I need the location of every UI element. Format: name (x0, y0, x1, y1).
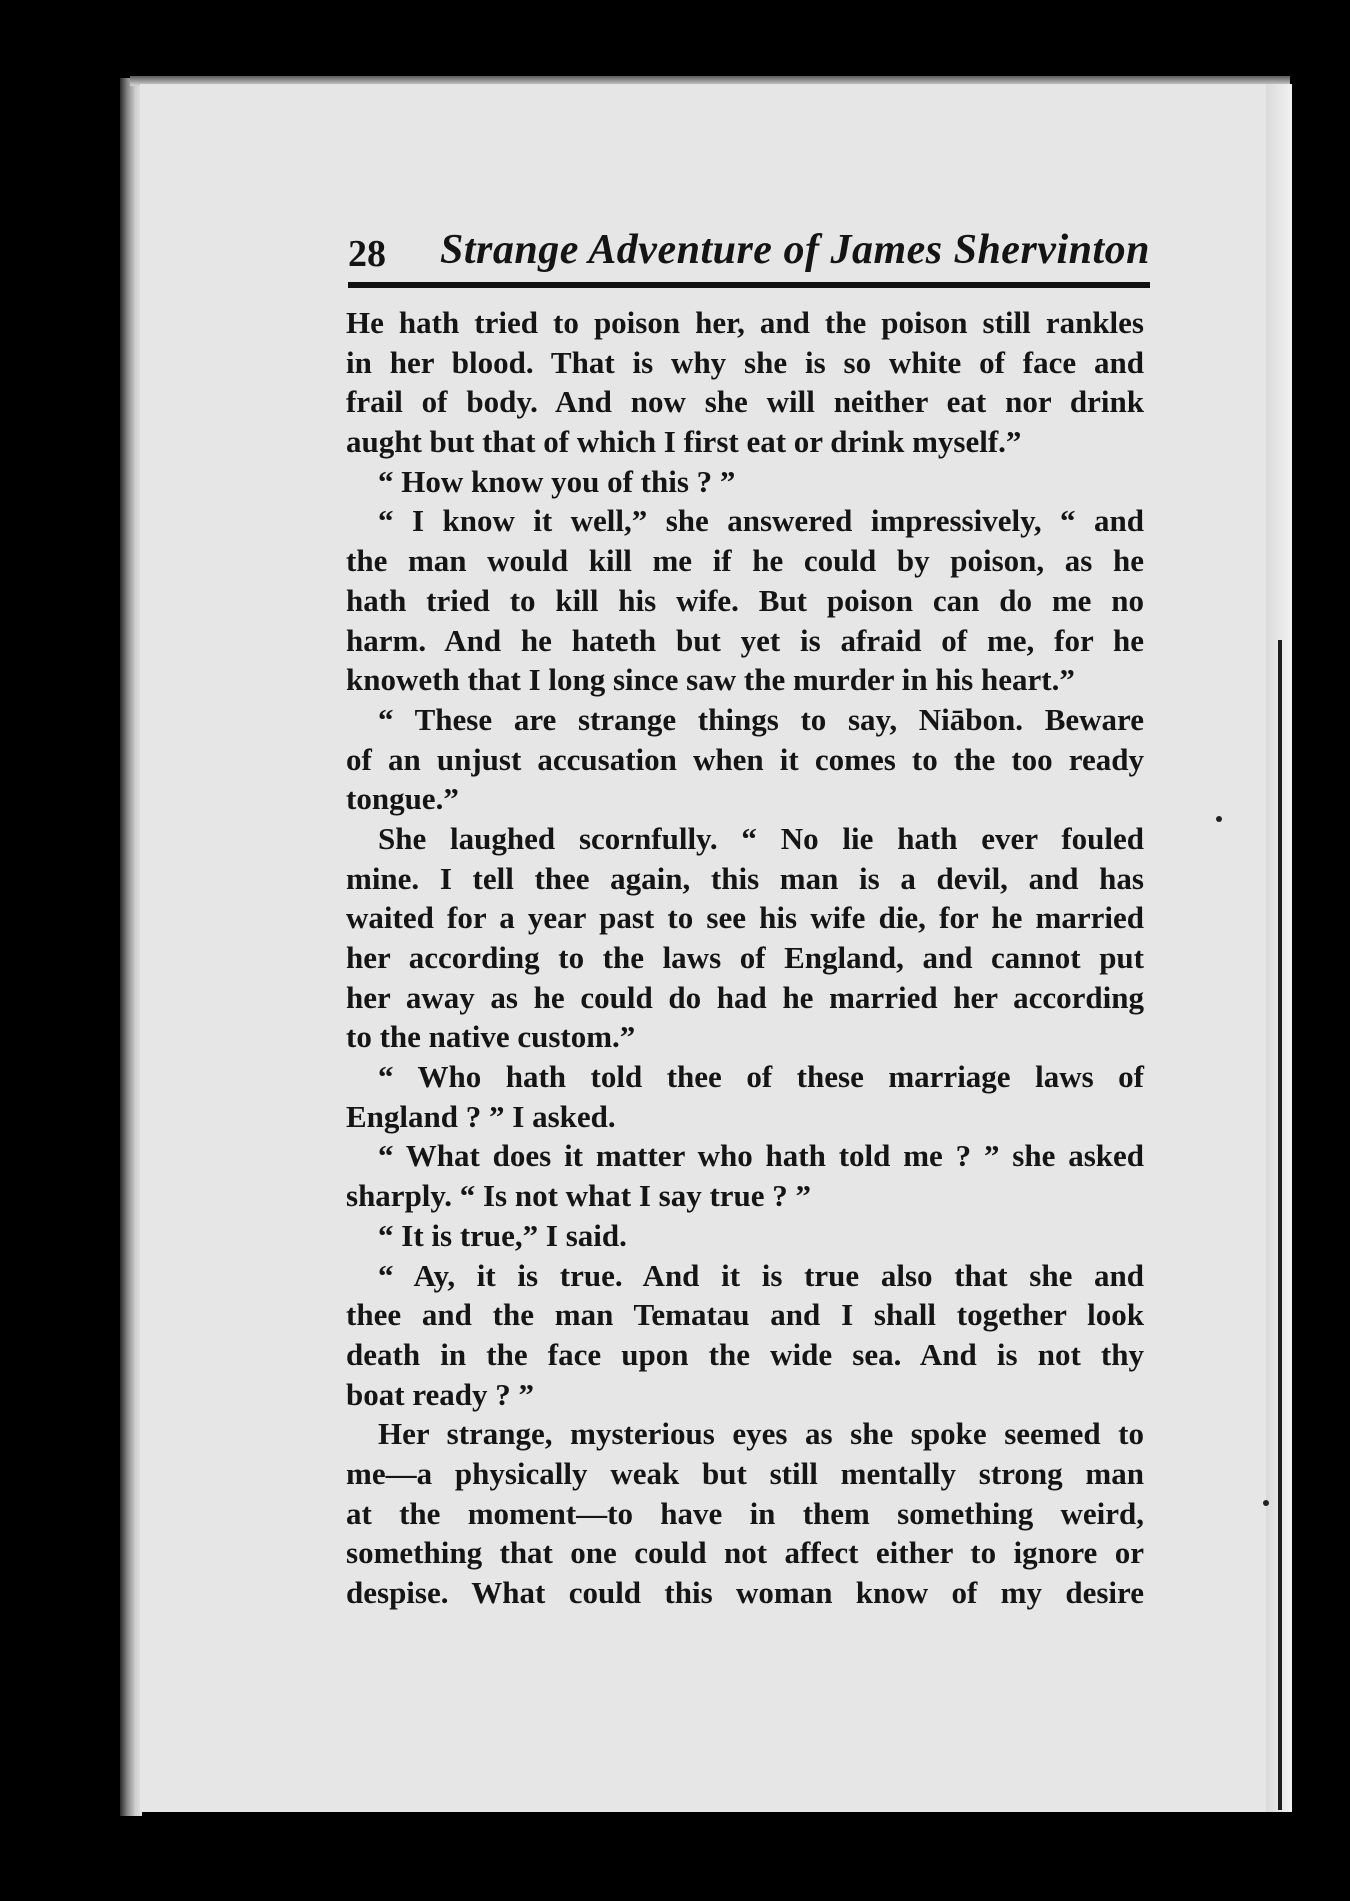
text-line: boat ready ? ” (346, 1376, 535, 1412)
bleed-through-dot (1216, 816, 1222, 822)
text-line: something that one could not affect either to ignore or (346, 1535, 1144, 1571)
text-line: frail of body. And now she will neither eat nor drink (346, 384, 1144, 420)
text-line: “ What does it matter who hath told me ? ” she asked (378, 1138, 1144, 1174)
text-line: at the moment—to have in them something weird, (346, 1495, 1144, 1531)
book-title: Strange Adventure of James Shervinton (439, 227, 1150, 273)
text-line: tongue.” (346, 781, 459, 817)
text-line: me—a physically weak but still mentally strong man (346, 1455, 1144, 1491)
text-line: thee and the man Tematau and I shall together look (346, 1297, 1144, 1333)
text-line: hath tried to kill his wife. But poison can do me no (346, 582, 1144, 618)
text-line: England ? ” I asked. (346, 1098, 616, 1134)
text-line: Her strange, mysterious eyes as she spoke seemed to (378, 1416, 1144, 1452)
text-line: “ Ay, it is true. And it is true also that she and (378, 1257, 1144, 1293)
text-line: of an unjust accusation when it comes to the too ready (346, 741, 1144, 777)
page-number: 28 (348, 233, 386, 275)
text-line: harm. And he hateth but yet is afraid of me, for he (346, 622, 1144, 658)
running-head (348, 226, 1150, 288)
text-line: her according to the laws of England, and cannot put (346, 940, 1144, 975)
text-line: “ Who hath told thee of these marriage laws of (378, 1059, 1144, 1095)
page-gutter-edge (120, 78, 142, 1816)
text-line: sharply. “ Is not what I say true ? ” (346, 1178, 812, 1214)
body-text (346, 303, 1144, 1613)
text-line: She laughed scornfully. “ No lie hath ever fouled (378, 820, 1144, 856)
text-line: aught but that of which I first eat or drink myself.” (346, 424, 1022, 460)
text-line: “ I know it well,” she answered impressively, “ and (378, 503, 1144, 539)
text-line: knoweth that I long since saw the murder in his heart.” (346, 662, 1075, 698)
text-line: to the native custom.” (346, 1019, 636, 1055)
text-line: her away as he could do had he married her according (346, 979, 1144, 1015)
text-line: “ These are strange things to say, Niābon. Beware (378, 701, 1144, 737)
text-line: “ How know you of this ? ” (378, 463, 736, 499)
text-line: waited for a year past to see his wife die, for he married (346, 900, 1144, 936)
text-line: the man would kill me if he could by poison, as he (346, 543, 1144, 579)
text-line: “ It is true,” I said. (378, 1217, 627, 1253)
text-line: despise. What could this woman know of my desire (346, 1575, 1144, 1610)
bleed-through-line (1278, 640, 1282, 1810)
text-line: mine. I tell thee again, this man is a devil, and has (346, 860, 1144, 896)
text-line: death in the face upon the wide sea. And is not thy (346, 1336, 1144, 1372)
bleed-through-dot (1263, 1500, 1269, 1506)
text-line: He hath tried to poison her, and the poison still rankles (346, 305, 1144, 340)
text-line: in her blood. That is why she is so white of face and (346, 344, 1144, 380)
